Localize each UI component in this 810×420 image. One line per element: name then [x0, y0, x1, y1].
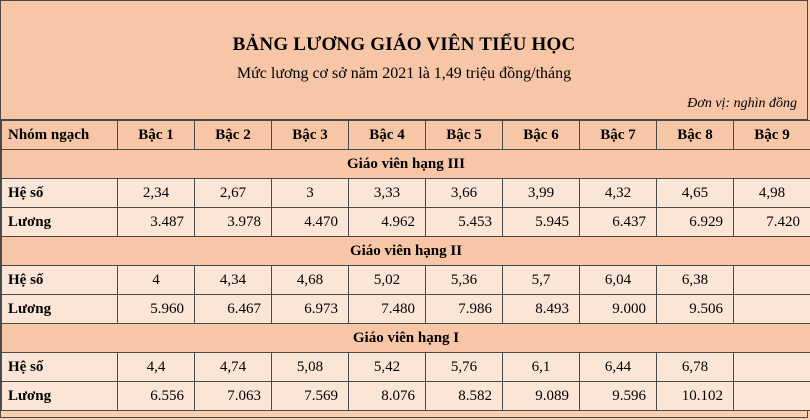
row-label: Lương — [2, 208, 118, 237]
table-row — [2, 266, 810, 295]
table-cell: 7.986 — [426, 295, 503, 324]
table-cell: 6,44 — [580, 353, 657, 382]
group-header-row — [2, 237, 810, 266]
row-label: Hệ số — [2, 179, 118, 208]
table-cell — [734, 382, 810, 411]
column-header: Bậc 4 — [349, 121, 426, 150]
table-cell: 3,99 — [503, 179, 580, 208]
table-cell: 3.978 — [195, 208, 272, 237]
table-cell: 9.596 — [580, 382, 657, 411]
table-cell: 2,67 — [195, 179, 272, 208]
table-cell: 7.420 — [734, 208, 810, 237]
table-cell: 3.487 — [118, 208, 195, 237]
table-cell: 4,4 — [118, 353, 195, 382]
table-row — [2, 208, 810, 237]
table-cell: 4,98 — [734, 179, 810, 208]
column-header: Bậc 9 — [734, 121, 810, 150]
table-cell: 6.437 — [580, 208, 657, 237]
table-cell: 3,66 — [426, 179, 503, 208]
table-cell: 5.945 — [503, 208, 580, 237]
table-cell: 6.467 — [195, 295, 272, 324]
table-cell: 7.480 — [349, 295, 426, 324]
table-cell: 7.569 — [272, 382, 349, 411]
table-cell: 5,08 — [272, 353, 349, 382]
column-header: Bậc 7 — [580, 121, 657, 150]
group-title: Giáo viên hạng III — [2, 150, 810, 179]
group-title: Giáo viên hạng II — [2, 237, 810, 266]
table-cell: 4,74 — [195, 353, 272, 382]
table-cell: 8.493 — [503, 295, 580, 324]
table-cell: 10.102 — [657, 382, 734, 411]
table-cell — [734, 353, 810, 382]
table-subtitle: Mức lương cơ sở năm 2021 là 1,49 triệu đồng/tháng — [236, 65, 572, 82]
table-cell: 9.089 — [503, 382, 580, 411]
table-row — [2, 295, 810, 324]
table-cell — [734, 295, 810, 324]
table-cell: 4,34 — [195, 266, 272, 295]
table-cell: 5,42 — [349, 353, 426, 382]
table-cell: 6,38 — [657, 266, 734, 295]
table-cell: 3,33 — [349, 179, 426, 208]
table-cell: 9.000 — [580, 295, 657, 324]
table-cell: 5.453 — [426, 208, 503, 237]
table-row — [2, 353, 810, 382]
table-cell: 4 — [118, 266, 195, 295]
table-cell: 5,36 — [426, 266, 503, 295]
row-label: Lương — [2, 382, 118, 411]
column-header: Bậc 1 — [118, 121, 195, 150]
table-cell: 4,68 — [272, 266, 349, 295]
table-cell: 3 — [272, 179, 349, 208]
table-cell: 9.506 — [657, 295, 734, 324]
column-header: Bậc 3 — [272, 121, 349, 150]
table-row — [2, 382, 810, 411]
table-cell: 6,1 — [503, 353, 580, 382]
table-cell: 8.582 — [426, 382, 503, 411]
table-cell: 6.929 — [657, 208, 734, 237]
table-row — [2, 179, 810, 208]
row-label: Hệ số — [2, 266, 118, 295]
group-header-row — [2, 150, 810, 179]
table-cell: 4,32 — [580, 179, 657, 208]
column-header-row — [2, 121, 810, 150]
table-cell: 6,04 — [580, 266, 657, 295]
table-cell: 6.973 — [272, 295, 349, 324]
table-cell: 4.962 — [349, 208, 426, 237]
table-cell: 7.063 — [195, 382, 272, 411]
column-header: Bậc 2 — [195, 121, 272, 150]
column-header: Nhóm ngạch — [2, 121, 118, 150]
row-label: Hệ số — [2, 353, 118, 382]
table-cell: 4,65 — [657, 179, 734, 208]
table-cell: 5.960 — [118, 295, 195, 324]
table-cell — [734, 266, 810, 295]
table-cell: 5,02 — [349, 266, 426, 295]
table-cell: 5,76 — [426, 353, 503, 382]
table-header — [1, 1, 807, 120]
group-header-row — [2, 324, 810, 353]
column-header: Bậc 6 — [503, 121, 580, 150]
table-title: BẢNG LƯƠNG GIÁO VIÊN TIỂU HỌC — [232, 34, 576, 55]
table-cell: 2,34 — [118, 179, 195, 208]
table-cell: 5,7 — [503, 266, 580, 295]
column-header: Bậc 8 — [657, 121, 734, 150]
row-label: Lương — [2, 295, 118, 324]
table-cell: 4.470 — [272, 208, 349, 237]
column-header: Bậc 5 — [426, 121, 503, 150]
table-cell: 6.556 — [118, 382, 195, 411]
table-cell: 8.076 — [349, 382, 426, 411]
unit-note: Đơn vị: nghìn đồng — [687, 96, 797, 111]
salary-table — [1, 120, 810, 411]
group-title: Giáo viên hạng I — [2, 324, 810, 353]
table-cell: 6,78 — [657, 353, 734, 382]
